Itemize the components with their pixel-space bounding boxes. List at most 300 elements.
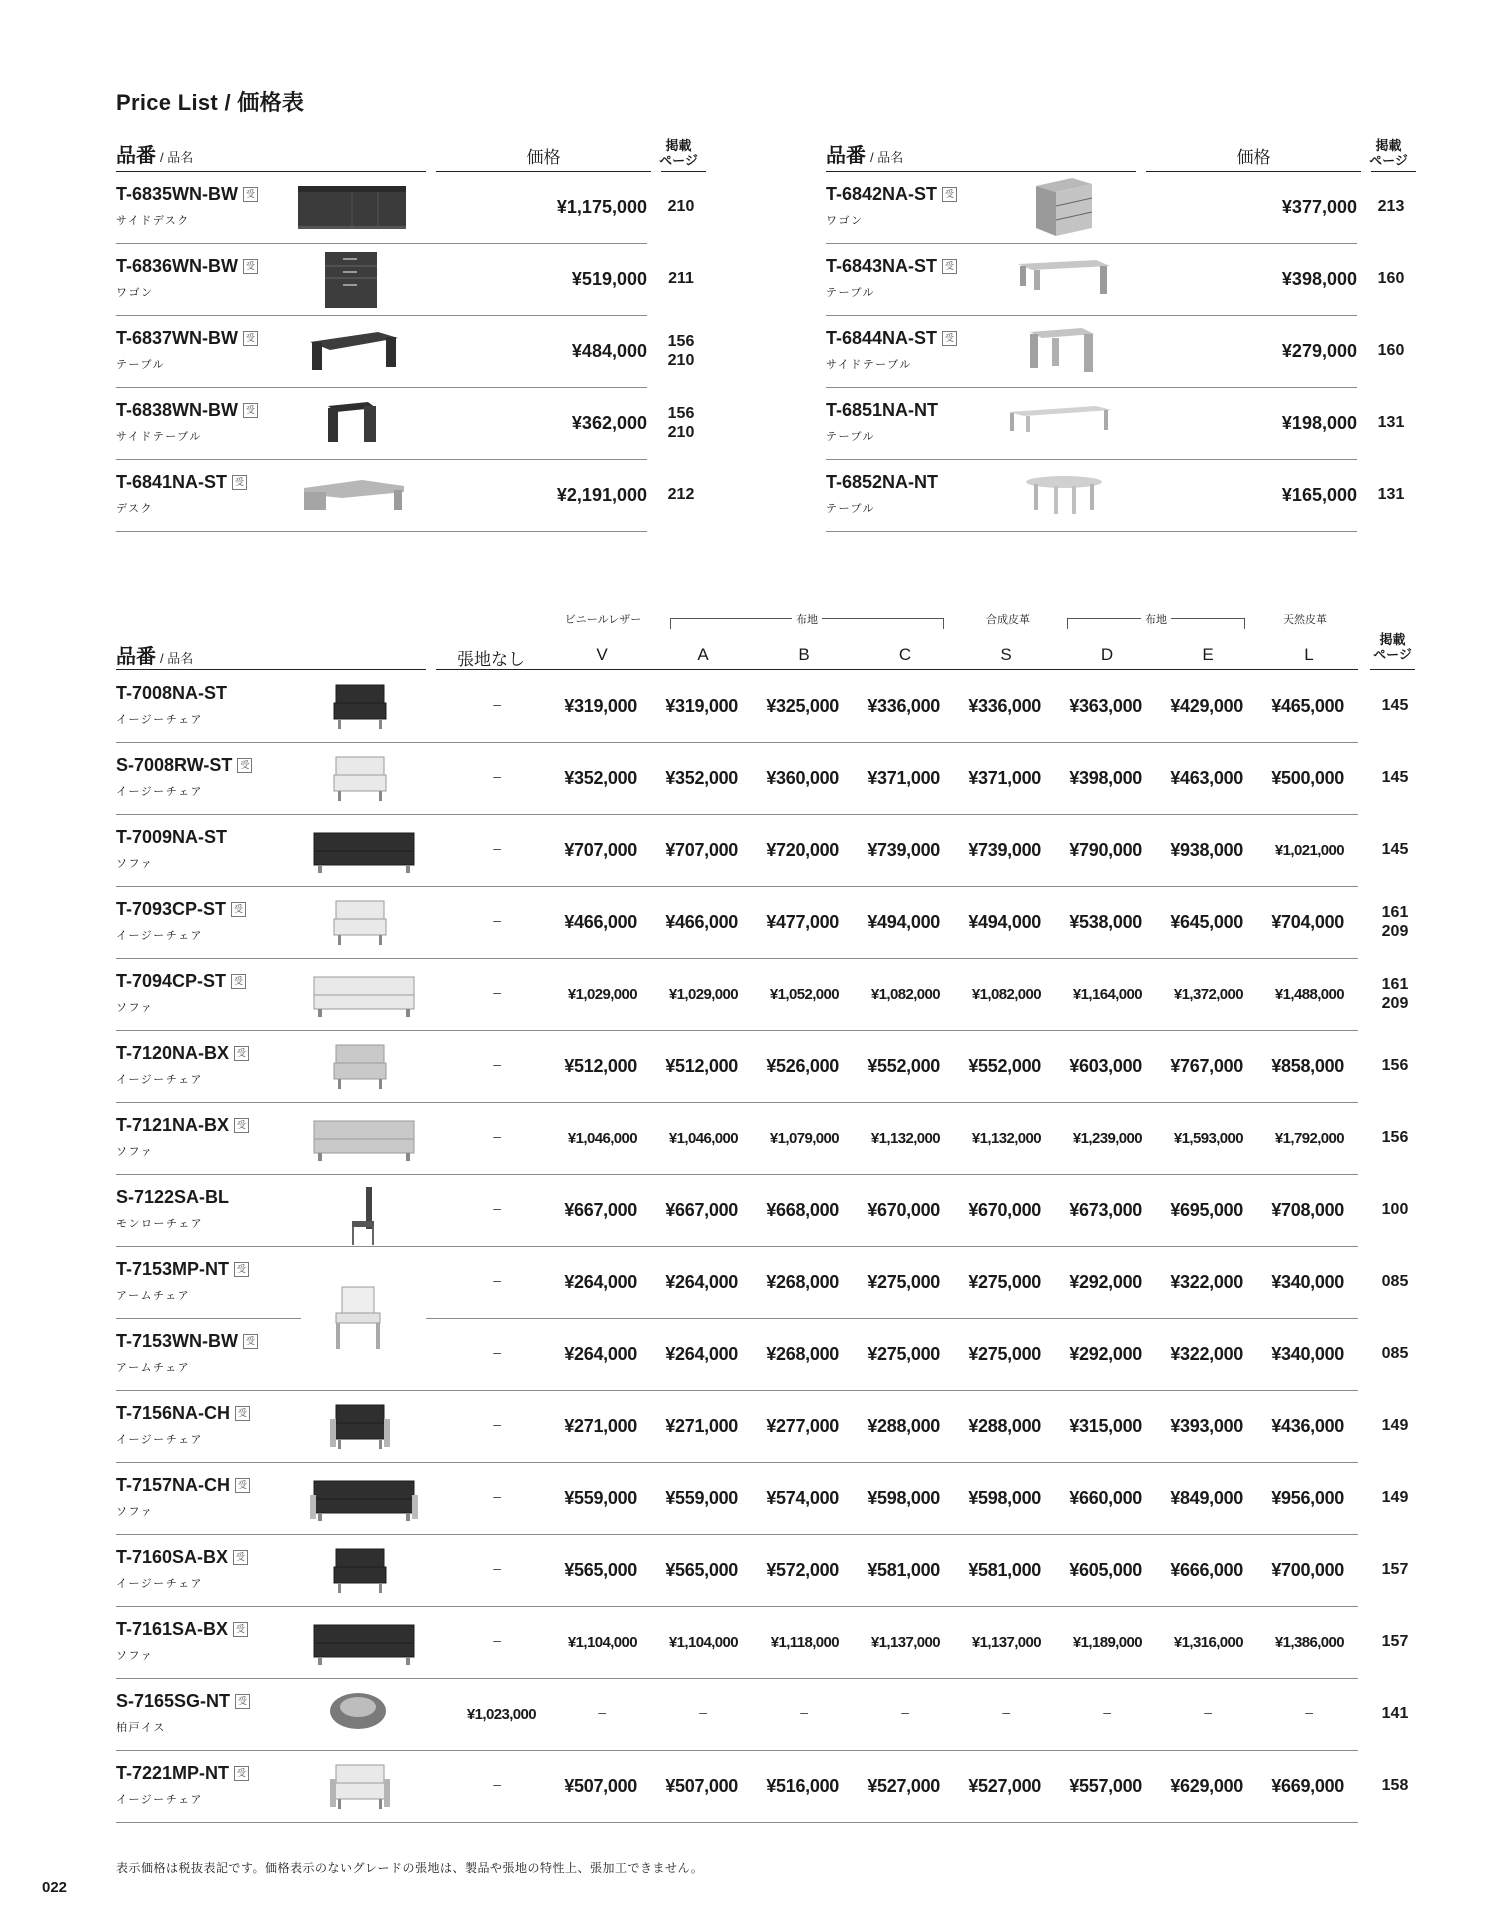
product-code: T-7221MP-NT <box>116 1763 230 1783</box>
side-table-image <box>324 400 380 446</box>
order-badge: 受 <box>235 1478 250 1493</box>
col-header-b: B <box>798 645 810 664</box>
order-badge: 受 <box>235 1694 250 1709</box>
price-cell: ¥670,000 <box>968 1200 1041 1220</box>
table-row <box>116 1535 1409 1607</box>
col-header-no-fabric: 張地なし <box>457 650 525 669</box>
price-cell: ¥264,000 <box>564 1344 637 1364</box>
price-cell: ¥790,000 <box>1069 840 1142 860</box>
product-code: T-7153WN-BW <box>116 1331 239 1351</box>
product-name: サイドデスク <box>116 215 190 227</box>
price-cell: – <box>493 1488 501 1504</box>
page-ref: 156 210 <box>667 333 695 369</box>
order-badge: 受 <box>234 1118 249 1133</box>
price-header: 価格 <box>526 148 561 167</box>
product-name: ソファ <box>116 1002 154 1014</box>
price-cell: ¥581,000 <box>968 1560 1041 1580</box>
price-cell: ¥1,023,000 <box>466 1706 536 1723</box>
table-row <box>116 388 695 460</box>
price-cell: ¥1,104,000 <box>567 1634 637 1651</box>
price-cell: – <box>493 1776 501 1792</box>
page-ref: 161 209 <box>1381 904 1409 940</box>
code-header: 品番 <box>116 646 156 668</box>
page-title: Price List / 価格表 <box>116 90 305 115</box>
order-badge: 受 <box>233 1622 248 1637</box>
price-cell: ¥494,000 <box>867 912 940 932</box>
page-ref: 085 <box>1381 1345 1409 1362</box>
product-image <box>310 969 420 1024</box>
product-image <box>344 1185 384 1252</box>
product-name: イージーチェア <box>116 786 203 798</box>
price-cell: ¥315,000 <box>1069 1416 1142 1436</box>
order-badge: 受 <box>231 974 246 989</box>
product-image <box>328 1041 392 1096</box>
table-row <box>116 815 1409 887</box>
page-ref: 212 <box>667 486 695 503</box>
price-cell: ¥1,118,000 <box>770 1634 839 1651</box>
price-cell: ¥436,000 <box>1271 1416 1344 1436</box>
order-badge: 受 <box>235 1406 250 1421</box>
price-cell: ¥574,000 <box>766 1488 839 1508</box>
name-header: / 品名 <box>160 150 194 165</box>
price-cell: – <box>901 1704 909 1720</box>
price-cell: ¥605,000 <box>1069 1560 1142 1580</box>
price-cell: ¥1,021,000 <box>1274 842 1344 859</box>
table-row <box>116 460 695 532</box>
price-cell: – <box>1103 1704 1111 1720</box>
col-header-v: V <box>596 645 608 664</box>
order-badge: 受 <box>243 1334 258 1349</box>
price-cell: ¥956,000 <box>1271 1488 1344 1508</box>
product-code: T-7009NA-ST <box>116 827 228 847</box>
name-header: / 品名 <box>870 150 904 165</box>
page-ref: 211 <box>668 270 694 287</box>
product-name: モンローチェア <box>116 1218 204 1230</box>
order-badge: 受 <box>942 331 957 346</box>
product-image <box>328 1545 392 1600</box>
table-image <box>1006 404 1114 440</box>
price-cell: ¥668,000 <box>766 1200 839 1220</box>
order-badge: 受 <box>233 1550 248 1565</box>
product-name: テーブル <box>826 503 876 515</box>
price-cell: ¥565,000 <box>665 1560 738 1580</box>
price-cell: ¥371,000 <box>867 768 940 788</box>
order-badge: 受 <box>243 187 258 202</box>
product-image <box>310 1473 420 1528</box>
order-badge: 受 <box>231 902 246 917</box>
price-cell: ¥1,137,000 <box>971 1634 1041 1651</box>
product-code: T-7153MP-NT <box>116 1259 230 1279</box>
page-ref: 085 <box>1381 1273 1409 1290</box>
col-header-s: S <box>1000 645 1012 664</box>
group-vinyl-leather: ビニールレザー <box>564 614 642 626</box>
price-cell: ¥581,000 <box>867 1560 940 1580</box>
price-cell: – <box>493 1416 501 1432</box>
price-cell: ¥559,000 <box>665 1488 738 1508</box>
price-cell: ¥319,000 <box>665 696 738 716</box>
price: ¥165,000 <box>1281 485 1357 505</box>
price-cell: ¥1,132,000 <box>971 1130 1041 1147</box>
price-cell: ¥477,000 <box>766 912 839 932</box>
price-cell: ¥322,000 <box>1170 1272 1243 1292</box>
price: ¥398,000 <box>1281 269 1357 289</box>
page-ref: 131 <box>1377 486 1405 503</box>
page-ref: 210 <box>667 198 695 215</box>
table-row <box>116 1031 1409 1103</box>
round-table-image <box>1024 474 1104 518</box>
order-badge: 受 <box>243 331 258 346</box>
product-name: ソファ <box>116 1506 154 1518</box>
row-divider <box>116 1318 301 1319</box>
page-ref: 131 <box>1377 414 1405 431</box>
price-cell: ¥340,000 <box>1271 1272 1344 1292</box>
price-cell: ¥1,046,000 <box>668 1130 738 1147</box>
product-code: T-6842NA-ST <box>826 184 938 204</box>
product-name: テーブル <box>116 359 166 371</box>
product-name: 柏戸イス <box>116 1722 166 1734</box>
price-cell: ¥669,000 <box>1271 1776 1344 1796</box>
price-cell: ¥264,000 <box>665 1344 738 1364</box>
page-ref: 213 <box>1377 198 1405 215</box>
price-cell: ¥598,000 <box>968 1488 1041 1508</box>
table-image <box>1016 258 1112 300</box>
price-cell: ¥552,000 <box>968 1056 1041 1076</box>
table-row <box>116 1679 1409 1751</box>
price-cell: ¥739,000 <box>867 840 940 860</box>
price-cell: – <box>493 1200 501 1216</box>
product-code: T-7008NA-ST <box>116 683 228 703</box>
table-row <box>826 388 1405 460</box>
product-name: サイドテーブル <box>116 431 202 443</box>
price-cell: ¥1,082,000 <box>870 986 940 1003</box>
price-cell: – <box>1204 1704 1212 1720</box>
table-row <box>116 743 1409 815</box>
product-code: T-7120NA-BX <box>116 1043 230 1063</box>
price-cell: – <box>493 696 501 712</box>
price: ¥279,000 <box>1281 341 1357 361</box>
price-table-top-left <box>116 128 706 532</box>
price-cell: ¥1,316,000 <box>1173 1634 1243 1651</box>
price-cell: ¥429,000 <box>1170 696 1243 716</box>
col-header-e: E <box>1202 645 1214 664</box>
product-image <box>328 1689 388 1738</box>
price-cell: ¥708,000 <box>1271 1200 1344 1220</box>
price-cell: ¥465,000 <box>1271 696 1344 716</box>
product-name: アームチェア <box>116 1362 191 1374</box>
product-code: T-7094CP-ST <box>116 971 227 991</box>
page-ref: 100 <box>1381 1201 1409 1218</box>
price-cell: ¥275,000 <box>867 1272 940 1292</box>
price-cell: ¥667,000 <box>665 1200 738 1220</box>
price-cell: ¥352,000 <box>665 768 738 788</box>
price-cell: – <box>493 1056 501 1072</box>
order-badge: 受 <box>232 475 247 490</box>
table-row <box>116 316 695 388</box>
price-cell: ¥1,372,000 <box>1173 986 1243 1003</box>
price-cell: ¥336,000 <box>968 696 1041 716</box>
price-cell: ¥1,132,000 <box>870 1130 940 1147</box>
price-cell: ¥1,593,000 <box>1173 1130 1243 1147</box>
price-cell: ¥275,000 <box>968 1344 1041 1364</box>
product-name: イージーチェア <box>116 714 203 726</box>
price-cell: – <box>493 912 501 928</box>
table-row <box>826 460 1405 532</box>
price-cell: ¥1,082,000 <box>971 986 1041 1003</box>
page-header: 掲載 ページ <box>1373 632 1412 662</box>
price-cell: ¥516,000 <box>766 1776 839 1796</box>
page-ref: 149 <box>1381 1417 1409 1434</box>
order-badge: 受 <box>234 1766 249 1781</box>
price: ¥198,000 <box>1281 413 1357 433</box>
price: ¥519,000 <box>571 269 647 289</box>
price-cell: ¥552,000 <box>867 1056 940 1076</box>
price-cell: – <box>493 1560 501 1576</box>
product-code: S-7165SG-NT <box>116 1691 231 1711</box>
product-name: イージーチェア <box>116 1578 203 1590</box>
order-badge: 受 <box>942 187 957 202</box>
row-divider <box>426 1318 1358 1319</box>
price-cell: ¥360,000 <box>766 768 839 788</box>
price-cell: ¥275,000 <box>968 1272 1041 1292</box>
price-cell: ¥720,000 <box>766 840 839 860</box>
price-cell: ¥264,000 <box>564 1272 637 1292</box>
price-cell: ¥271,000 <box>665 1416 738 1436</box>
product-name: サイドテーブル <box>826 359 912 371</box>
table-row <box>116 1751 1409 1823</box>
page-ref: 158 <box>1381 1777 1409 1794</box>
table-row <box>116 1607 1409 1679</box>
price-cell: ¥1,386,000 <box>1274 1634 1344 1651</box>
price-cell: ¥700,000 <box>1271 1560 1344 1580</box>
price-cell: ¥670,000 <box>867 1200 940 1220</box>
price-cell: ¥466,000 <box>665 912 738 932</box>
wagon-image <box>321 250 381 310</box>
product-code: T-7160SA-BX <box>116 1547 229 1567</box>
price-cell: ¥363,000 <box>1069 696 1142 716</box>
price: ¥484,000 <box>571 341 647 361</box>
product-image <box>328 1761 392 1816</box>
price-cell: ¥739,000 <box>968 840 1041 860</box>
page-ref: 145 <box>1381 697 1409 714</box>
product-name: イージーチェア <box>116 930 203 942</box>
group-fabric-bracket-2: 布地 <box>1067 618 1245 629</box>
table-row <box>826 172 1405 244</box>
product-code: T-6835WN-BW <box>116 184 239 204</box>
product-code: T-6852NA-NT <box>826 472 939 492</box>
page-ref: 160 <box>1377 342 1405 359</box>
price-cell: – <box>1305 1704 1313 1720</box>
product-code: T-7161SA-BX <box>116 1619 229 1639</box>
price-cell: ¥507,000 <box>564 1776 637 1796</box>
price-cell: ¥288,000 <box>968 1416 1041 1436</box>
price-cell: ¥466,000 <box>564 912 637 932</box>
wagon-image <box>1032 176 1096 240</box>
code-header: 品番 <box>116 145 156 167</box>
order-badge: 受 <box>234 1262 249 1277</box>
table-row <box>116 671 1409 743</box>
price-cell: ¥527,000 <box>968 1776 1041 1796</box>
page-ref: 145 <box>1381 769 1409 786</box>
table-row <box>116 1463 1409 1535</box>
page-ref: 145 <box>1381 841 1409 858</box>
price-cell: ¥319,000 <box>564 696 637 716</box>
product-code: T-7157NA-CH <box>116 1475 231 1495</box>
product-name: ソファ <box>116 1146 154 1158</box>
price-cell: ¥1,029,000 <box>567 986 637 1003</box>
product-code: T-7121NA-BX <box>116 1115 230 1135</box>
price-cell: ¥277,000 <box>766 1416 839 1436</box>
group-synthetic-leather: 合成皮革 <box>986 614 1030 626</box>
order-badge: 受 <box>243 259 258 274</box>
col-header-d: D <box>1100 645 1114 664</box>
page-ref: 157 <box>1381 1633 1409 1650</box>
product-name: ワゴン <box>826 215 864 227</box>
order-badge: 受 <box>234 1046 249 1061</box>
price-cell: ¥767,000 <box>1170 1056 1243 1076</box>
price-cell: ¥371,000 <box>968 768 1041 788</box>
price-cell: – <box>493 840 501 856</box>
price-cell: ¥557,000 <box>1069 1776 1142 1796</box>
price-cell: ¥494,000 <box>968 912 1041 932</box>
product-name: ワゴン <box>116 287 154 299</box>
page-header: 掲載 ページ <box>659 138 698 168</box>
price-cell: ¥849,000 <box>1170 1488 1243 1508</box>
price-cell: ¥507,000 <box>665 1776 738 1796</box>
price-cell: ¥1,052,000 <box>769 986 839 1003</box>
product-image <box>310 1617 420 1672</box>
product-name: イージーチェア <box>116 1074 203 1086</box>
price-cell: ¥512,000 <box>665 1056 738 1076</box>
product-code: T-6843NA-ST <box>826 256 938 276</box>
price-cell: ¥645,000 <box>1170 912 1243 932</box>
price-cell: ¥512,000 <box>564 1056 637 1076</box>
product-code: T-6841NA-ST <box>116 472 228 492</box>
table-row <box>116 1319 1409 1391</box>
price-cell: ¥268,000 <box>766 1344 839 1364</box>
price-cell: ¥707,000 <box>665 840 738 860</box>
price-cell: ¥527,000 <box>867 1776 940 1796</box>
group-natural-leather: 天然皮革 <box>1283 614 1327 626</box>
price-cell: ¥858,000 <box>1271 1056 1344 1076</box>
price-cell: – <box>493 1128 501 1144</box>
price-cell: – <box>493 1344 501 1360</box>
price-cell: ¥673,000 <box>1069 1200 1142 1220</box>
price: ¥1,175,000 <box>556 197 647 217</box>
product-name: ソファ <box>116 1650 154 1662</box>
order-badge: 受 <box>243 403 258 418</box>
price-cell: ¥598,000 <box>867 1488 940 1508</box>
table-row <box>116 244 694 316</box>
price-cell: ¥352,000 <box>564 768 637 788</box>
name-header: / 品名 <box>160 651 194 666</box>
price-cell: ¥1,792,000 <box>1274 1130 1344 1147</box>
price-cell: ¥1,189,000 <box>1072 1634 1142 1651</box>
price-cell: ¥292,000 <box>1069 1272 1142 1292</box>
side-desk-image <box>296 182 408 232</box>
page-ref: 157 <box>1381 1561 1409 1578</box>
price-cell: ¥340,000 <box>1271 1344 1344 1364</box>
price: ¥2,191,000 <box>556 485 647 505</box>
product-image <box>328 681 392 736</box>
table-header <box>826 128 1416 172</box>
price-cell: ¥1,104,000 <box>668 1634 738 1651</box>
page-ref: 156 <box>1381 1057 1409 1074</box>
product-code: S-7008RW-ST <box>116 755 233 775</box>
product-name: テーブル <box>826 287 876 299</box>
price-cell: ¥707,000 <box>564 840 637 860</box>
price-cell: ¥264,000 <box>665 1272 738 1292</box>
price-cell: ¥559,000 <box>564 1488 637 1508</box>
page-ref: 156 210 <box>667 405 695 441</box>
product-code: T-6844NA-ST <box>826 328 938 348</box>
price-cell: ¥292,000 <box>1069 1344 1142 1364</box>
price-cell: ¥275,000 <box>867 1344 940 1364</box>
side-table-image <box>1026 326 1098 376</box>
page-ref: 149 <box>1381 1489 1409 1506</box>
product-image <box>328 897 392 952</box>
price-cell: ¥938,000 <box>1170 840 1243 860</box>
price-cell: ¥1,079,000 <box>769 1130 839 1147</box>
price-cell: ¥1,137,000 <box>870 1634 940 1651</box>
table-row <box>116 1247 1409 1318</box>
price-cell: ¥565,000 <box>564 1560 637 1580</box>
product-image <box>310 825 420 880</box>
price-cell: ¥393,000 <box>1170 1416 1243 1436</box>
product-name: テーブル <box>826 431 876 443</box>
code-header: 品番 <box>826 145 866 167</box>
footnote: 表示価格は税抜表記です。価格表示のないグレードの張地は、製品や張地の特性上、張加工できません。 <box>116 1861 704 1875</box>
page-ref: 161 209 <box>1381 976 1409 1012</box>
product-code: T-6838WN-BW <box>116 400 239 420</box>
price-cell: – <box>493 1272 501 1288</box>
product-name: デスク <box>116 503 154 515</box>
table-row <box>116 887 1409 959</box>
price-cell: – <box>1002 1704 1010 1720</box>
price-cell: ¥1,239,000 <box>1072 1130 1142 1147</box>
product-code: S-7122SA-BL <box>116 1187 230 1207</box>
price-cell: – <box>493 984 501 1000</box>
price-cell: ¥500,000 <box>1271 768 1344 788</box>
price-cell: ¥572,000 <box>766 1560 839 1580</box>
price: ¥362,000 <box>571 413 647 433</box>
product-name: イージーチェア <box>116 1794 203 1806</box>
table-row <box>116 1391 1409 1463</box>
order-badge: 受 <box>237 758 252 773</box>
price-table-top-right <box>826 128 1416 532</box>
price-cell: ¥666,000 <box>1170 1560 1243 1580</box>
table-row <box>116 959 1409 1031</box>
price-cell: – <box>493 768 501 784</box>
price-cell: ¥1,046,000 <box>567 1130 637 1147</box>
price-cell: ¥695,000 <box>1170 1200 1243 1220</box>
price-cell: ¥660,000 <box>1069 1488 1142 1508</box>
product-name: アームチェア <box>116 1290 191 1302</box>
price-cell: ¥704,000 <box>1271 912 1344 932</box>
product-image <box>310 1113 420 1168</box>
table-row <box>116 172 695 244</box>
product-code: T-6851NA-NT <box>826 400 939 420</box>
col-header-c: C <box>898 645 912 664</box>
price-cell: ¥271,000 <box>564 1416 637 1436</box>
price-cell: ¥268,000 <box>766 1272 839 1292</box>
col-header-l: L <box>1304 645 1314 664</box>
table-row <box>116 1175 1409 1247</box>
price-cell: ¥463,000 <box>1170 768 1243 788</box>
price: ¥377,000 <box>1281 197 1357 217</box>
desk-image <box>302 476 406 516</box>
order-badge: 受 <box>942 259 957 274</box>
product-image <box>328 1401 392 1456</box>
